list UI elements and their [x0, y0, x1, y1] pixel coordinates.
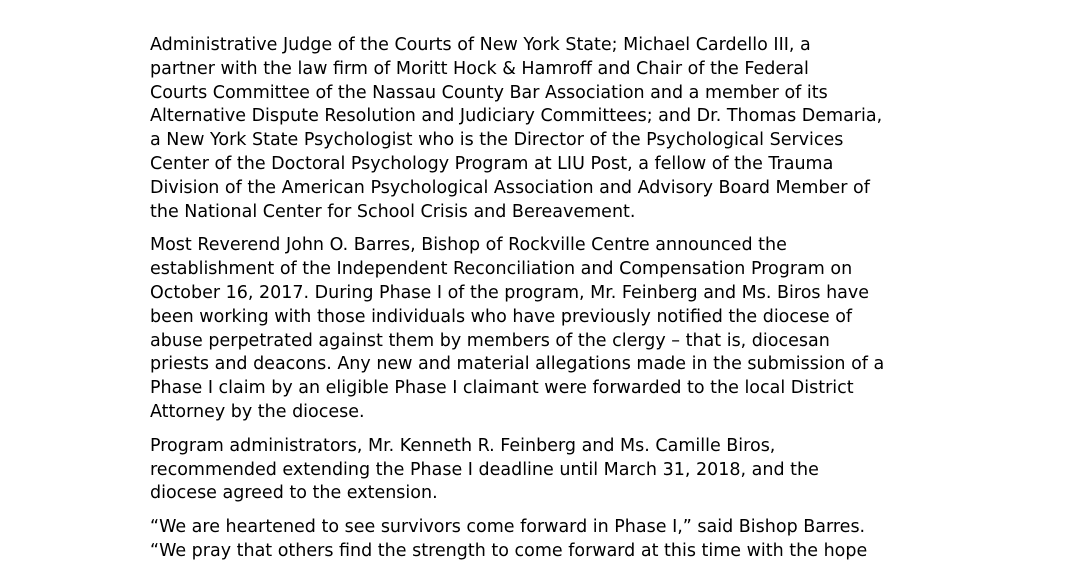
- text-line: October 16, 2017. During Phase I of the program, Mr. Feinberg and Ms. Biros have: [150, 282, 870, 303]
- text-line: the National Center for School Crisis and Bereavement.: [150, 201, 636, 222]
- paragraph-bishop-quote: [150, 516, 950, 564]
- text-line: “We are heartened to see survivors come forward in Phase I,” said Bishop Barres.: [150, 517, 866, 538]
- text-line: Phase I claim by an eligible Phase I claimant were forwarded to the local District: [150, 378, 854, 399]
- text-line: Program administrators, Mr. Kenneth R. Feinberg and Ms. Camille Biros,: [150, 435, 776, 456]
- text-line: Alternative Dispute Resolution and Judiciary Committees; and Dr. Thomas Demaria,: [150, 106, 883, 127]
- text-line: recommended extending the Phase I deadline until March 31, 2018, and the: [150, 459, 819, 480]
- text-line: Attorney by the diocese.: [150, 401, 365, 422]
- text-line: “We pray that others find the strength to come forward at this time with the hope: [150, 540, 868, 561]
- text-line: diocese agreed to the extension.: [150, 483, 438, 504]
- text-line: Center of the Doctoral Psychology Program at LIU Post, a fellow of the Trauma: [150, 153, 834, 174]
- text-line: abuse perpetrated against them by members of the clergy – that is, diocesan: [150, 330, 830, 351]
- text-line: priests and deacons. Any new and material allegations made in the submission of a: [150, 354, 885, 375]
- text-line: a New York State Psychologist who is the Director of the Psychological Services: [150, 130, 844, 151]
- text-line: Division of the American Psychological Association and Advisory Board Member of: [150, 177, 870, 198]
- text-line: Courts Committee of the Nassau County Bar Association and a member of its: [150, 82, 828, 103]
- text-line: been working with those individuals who have previously notified the diocese of: [150, 306, 853, 327]
- text-line: establishment of the Independent Reconciliation and Compensation Program on: [150, 259, 853, 280]
- text-line: partner with the law firm of Moritt Hock & Hamroff and Chair of the Federal: [150, 58, 809, 79]
- paragraph-program-establishment: [150, 234, 950, 424]
- document-page: [150, 34, 950, 574]
- text-line: Administrative Judge of the Courts of New York State; Michael Cardello III, a: [150, 35, 811, 55]
- paragraph-committee-members: [150, 34, 950, 224]
- paragraph-deadline-extension: [150, 435, 950, 506]
- text-line: Most Reverend John O. Barres, Bishop of Rockville Centre announced the: [150, 235, 787, 256]
